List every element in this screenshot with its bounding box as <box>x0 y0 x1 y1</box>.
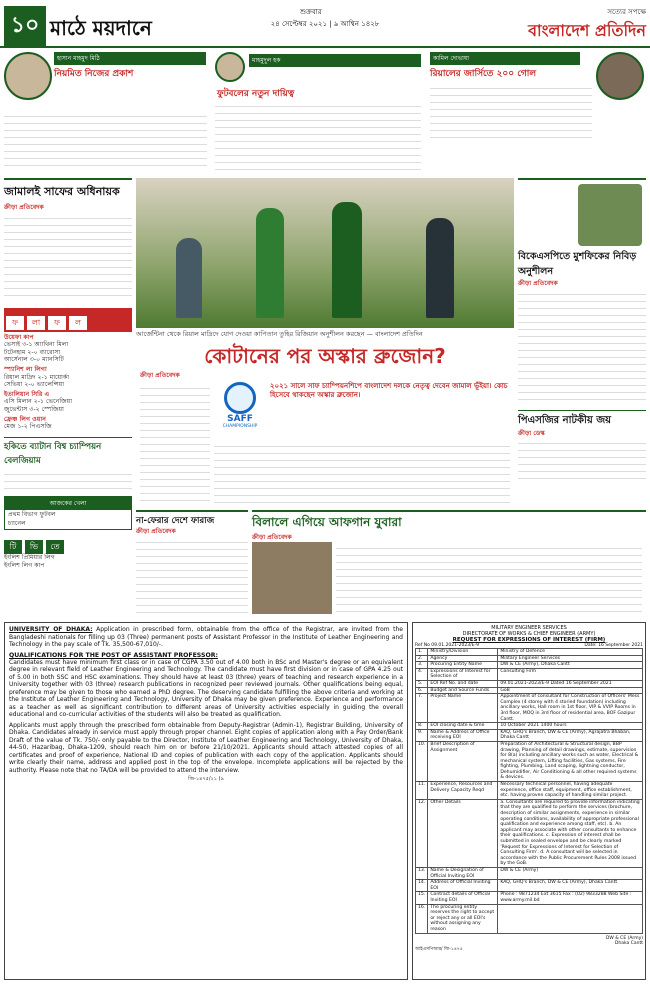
du-intro: Application in prescribed form, obtainable from the office of the Registrar, are invited from the Bangladeshi nationals for filling up 03 (Three) permanent posts of Assistant Professor in the Institute of Leather Engineering and Technology in the pay scale of Tk. 35,500-67,010/-. <box>9 626 403 648</box>
dateline: ২৪ সেপ্টেম্বর ২০২১ | ৯ আশ্বিন ১৪২৮ <box>270 20 380 28</box>
table-cell-v <box>498 904 643 933</box>
mes-org2: DIRECTORATE OF WORKS & CHIEF ENGINEER (ARMY) <box>462 631 596 637</box>
brand-name: বাংলাদেশ প্রতিদিন <box>528 21 646 40</box>
player-figure <box>426 218 454 318</box>
table-cell-v: DW & CE (Army), Dhaka Cantt <box>498 662 643 669</box>
table-cell-k: EOI closing date & time <box>428 723 498 730</box>
table-cell-v: KAQ, GHQ's Branch, DW & CE (Army), Dhaka Cantt <box>498 880 643 892</box>
player-figure <box>332 202 362 318</box>
bottom-story1-title: না-ফেরার দেশে ফারাজ <box>136 516 215 526</box>
right-story1-byline: ক্রীড়া প্রতিবেদক <box>518 280 558 287</box>
table-cell-k: Contract details of Official Inviting EOI <box>428 892 498 904</box>
table-row <box>416 662 643 669</box>
result-line: ভেসাই ৩-১ অ্যাথিনা মিলা <box>4 341 69 349</box>
table-cell-n: 10. <box>416 741 428 781</box>
mes-table <box>415 648 643 934</box>
columnist-headline: নিয়মিত নিজের প্রকাশ <box>54 69 134 79</box>
table-cell-k: Brief Description of Assignment <box>428 741 498 781</box>
mes-org1: MILITARY ENGINEER SERVICES <box>491 625 567 631</box>
table-row <box>416 668 643 680</box>
columnist-body <box>215 100 421 172</box>
mes-title: REQUEST FOR EXPRESSIONS OF INTEREST (FIRM) <box>452 637 606 643</box>
result-line: টটেনহাম ২-০ ব্যারোসা <box>4 348 61 356</box>
tv-item: ইংলিশ লিগ কাপ <box>4 561 45 569</box>
table-row <box>416 904 643 933</box>
table-cell-n: 3. <box>416 662 428 669</box>
table-cell-n: 6. <box>416 687 428 694</box>
table-cell-n: 13. <box>416 867 428 879</box>
mes-ref: Ref No 09.01.2021-2023/E-9 <box>415 643 479 648</box>
table-cell-k: Project Name <box>428 694 498 723</box>
table-cell-n: 8. <box>416 723 428 730</box>
player-figure <box>256 208 284 318</box>
table-cell-k: Experience, Resources and Delivery Capacity Reqd <box>428 782 498 800</box>
player-photo <box>578 184 642 246</box>
columnist-body <box>4 110 207 172</box>
table-cell-v: 10 October 2021 1400 hours <box>498 723 643 730</box>
table-cell-v: GoB <box>498 687 643 694</box>
result-line: আর্সেনাল ৩-০ ম্যানসিটি <box>4 356 64 364</box>
left-story-title: জামালই সাফের অধিনায়ক <box>4 185 120 198</box>
tv-box <box>4 496 132 530</box>
main-byline: ক্রীড়া প্রতিবেদক <box>140 372 180 379</box>
mes-sign1: DW & CE (Army) <box>605 935 643 941</box>
bottom-story1-byline: ক্রীড়া প্রতিবেদক <box>136 528 176 535</box>
table-cell-k: Other Details <box>428 799 498 867</box>
table-cell-k: Name & Address of Office receiving EOI <box>428 729 498 741</box>
page-header <box>0 0 650 48</box>
columnist-headline: রিয়ালের জার্সিতে ২০০ গোল <box>430 69 537 79</box>
du-qual-heading: QUALIFICATIONS FOR THE POST OF ASSISTANT PROFESSOR: <box>9 651 218 659</box>
bottom-story1-body <box>136 536 248 614</box>
table-cell-v: Ministry of Defence <box>498 649 643 656</box>
table-cell-k: Expressions of Interest for Selection of <box>428 668 498 680</box>
result-line: এসি মিলান ২-১ ভেনেজিয়া <box>4 398 73 406</box>
results-list <box>4 334 132 431</box>
saff-label: SAFF <box>227 414 253 424</box>
result-line: মেজ ১-২ পিএসজি <box>4 423 52 431</box>
table-cell-k: Address of Official Inviting EOI <box>428 880 498 892</box>
table-cell-n: 2. <box>416 655 428 662</box>
table-cell-v: Military Engineer Services <box>498 655 643 662</box>
table-cell-k: Agency <box>428 655 498 662</box>
tv-tab: টি <box>4 540 22 554</box>
avatar <box>596 52 644 100</box>
right-column <box>518 178 646 504</box>
columnist-3 <box>430 52 646 174</box>
result-line: রিয়াল মাদ্রিদ ২-১ মায়োর্কা <box>4 373 70 381</box>
cricket-photo <box>252 542 332 614</box>
columnist-1 <box>4 52 209 174</box>
columnist-name: কামিল দোভাষা <box>430 52 580 65</box>
main-photo <box>136 178 514 328</box>
left-story-byline: ক্রীড়া প্রতিবেদক <box>4 204 44 211</box>
tv-tabs <box>4 534 132 554</box>
tv-tab: ভি <box>25 540 43 554</box>
league-name: ইতালিয়ান সিরি এ <box>4 390 50 398</box>
table-cell-v: Preparation of Architectural & Structural design, BBP drawing, Planning of detail drawings, estimate, supervision for 8(a) including ancillary works such as water, Electrical & mechanical system, Lifting facilities, Gas systems, Fire fighting, Plumbing, Land scaping, lightning conductor, Dehumidifier, Air Conditioning & all other required systems & devices. <box>498 741 643 781</box>
avatar <box>4 52 52 100</box>
tv-line: চ্যানেল <box>8 520 26 528</box>
brand-sub: সত্যের সপক্ষে <box>607 8 646 16</box>
right-story2-body <box>518 437 646 481</box>
results-tab: ফ <box>6 316 24 330</box>
table-cell-v: a. Consultants are required to provide information indicating that they are qualified to perform the services (brochure, description of similar assignments, experience in similar operating conditions, availability of appropriate professional qualification and experience among staff, etc). b. An applicant may associate with other consultants to enhance their qualifications. c. Expression of interest shall be submitted in sealed envelope and be clearly marked 'Request for Expressions of Interest for Selection of Consulting Firm'. d. A consultant will be selected in accordance with the Public Procurement Rules 2008 issued by the GoB. <box>498 799 643 867</box>
tv-line: প্রথম বিভাগ ফুটবল <box>8 510 56 518</box>
bottom-story-2 <box>252 510 646 618</box>
bottom-story-1 <box>136 510 248 618</box>
left-mid-body <box>4 468 132 492</box>
league-name: স্প্যানিশ লা লিগা <box>4 365 47 373</box>
table-row <box>416 694 643 723</box>
table-row <box>416 655 643 662</box>
table-row <box>416 799 643 867</box>
right-story1-body <box>518 288 646 406</box>
tv-box-title: আজকের খেলা <box>5 497 131 510</box>
table-row <box>416 892 643 904</box>
columnist-body <box>430 82 592 142</box>
du-apply-text: Applicants must apply through the prescribed form obtainable from Deputy-Registrar (Admin-1), Registrar Building, University of Dhaka. Candidates already in service must apply through proper channel. Eight copies of application along with a Pay Order/Bank Draft of the value of Tk. 750/- only payable to the Director, Institute of Leather Engineering and Technology, University of Dhaka, 44-50, Hazaribag, Dhaka-1209, should reach him on or before 21/10/2021. Applicants should attach attested copies of all certificates and proof of experience, National ID and copies of publication with each copy of the application. Applicants should write clearly their name, address and applied post in the top of the envelope. Incomplete applications will be rejected by the authority. Please note that no TA/DA will be provided to attend the interview. <box>9 721 403 774</box>
header-rule <box>0 46 650 48</box>
table-row <box>416 729 643 741</box>
du-advertisement <box>4 622 408 980</box>
saff-logo <box>214 382 266 438</box>
du-heading: UNIVERSITY OF DHAKA: <box>9 626 93 633</box>
table-row <box>416 880 643 892</box>
table-cell-n: 11. <box>416 782 428 800</box>
table-row <box>416 687 643 694</box>
left-mid-title: হকিতে ব্যাটান বিশ্ব চ্যাম্পিয়ন বেলজিয়াম <box>4 437 132 468</box>
table-cell-k: Budget and Source Funds <box>428 687 498 694</box>
bottom-story2-title: বিলালে এগিয়ে আফগান যুবারা <box>252 515 402 529</box>
table-cell-v: Phone : 9871234 Ext 3615 Fax : (02) 9833288 Web Site : www.army.mil.bd <box>498 892 643 904</box>
table-row <box>416 741 643 781</box>
saff-intro: ২০২১ সালে সাফ চ্যাম্পিয়নশিপে বাংলাদেশ দলকে নেতৃত্ব দেবেন জামাল ভূঁইয়া। কোচ হিসেবে থাকছেন অস্কার ব্রুজোন। <box>270 382 508 399</box>
mes-sign2: Dhaka Cantt <box>614 940 643 946</box>
avatar <box>215 52 245 82</box>
columnist-2 <box>215 52 425 174</box>
league-name: উয়েফা কাপ <box>4 333 34 341</box>
table-cell-k: EOI Ref No. and date <box>428 680 498 687</box>
results-tab: ফ <box>48 316 66 330</box>
table-cell-n: 5. <box>416 680 428 687</box>
columnist-headline: ফুটবলের নতুন দায়িত্ব <box>217 89 295 99</box>
table-row <box>416 867 643 879</box>
table-cell-n: 12. <box>416 799 428 867</box>
table-cell-v: DW & CE (Army) <box>498 867 643 879</box>
du-footer: জি-১৪৭৫/২১ (৯ <box>188 776 224 782</box>
table-cell-k: Name & Designation of Official Inviting EOI <box>428 867 498 879</box>
table-cell-n: 14. <box>416 880 428 892</box>
mes-date: Date: 16 September 2021 <box>584 643 643 648</box>
saff-emblem <box>224 382 256 414</box>
table-cell-v: Appointment of consultant for Construction of Officers' Mess Complex (4 storey with 4 storied foundation) including ancillary works, Hall room in 1st floor, VIP & VVIP Rooms in 3rd floor, MOQ in 3rd floor of residential area, BOF Gazipur Cantt. <box>498 694 643 723</box>
columnist-name: হাসান মাহমুদ মিঠি <box>54 52 206 65</box>
right-story1-title: বিকেএসপিতে মুশফিকের নিবিড় অনুশীলন <box>518 251 637 277</box>
main-body-col1 <box>140 382 210 504</box>
saff-sub: CHAMPIONSHIP <box>222 424 258 429</box>
mes-advertisement <box>412 622 646 980</box>
table-cell-n: 16. <box>416 904 428 933</box>
table-cell-n: 9. <box>416 729 428 741</box>
table-cell-n: 7. <box>416 694 428 723</box>
du-qual-text: Candidates must have minimum first class or in case of CGPA 3.50 out of 4.00 both in BSc and Master's degree or an equivalent degree in relevant field of Leather Engineering and Technology. The candidate must have first division or in case of GPA 4.25 out of 5.00 in both SSC and HSC examinations. They should have at least 03 (three) years of teaching and research experience in a University together with 03 (three) research publications in recognized peer reviewed journals. Other qualifications being equal, preference may be given to those who earned a PhD degree. The deserving candidate fulfilling the above criteria and working at the Institute of Leather Engineering and Technology, University of Dhaka may be given preference. Experience and performance as a teacher as well as significant contribution to different areas of University activities especially in guiding the overall educational and co-curricular activities of the students will also be treated as qualification. <box>9 658 403 718</box>
table-row <box>416 723 643 730</box>
result-line: সেভিয়া ২-০ ভ্যালেন্সিয়া <box>4 381 65 389</box>
table-cell-n: 1. <box>416 649 428 656</box>
table-cell-k: The procuring entity reserves the right to accept or reject any or all EOI's without assigning any reason <box>428 904 498 933</box>
table-row <box>416 649 643 656</box>
section-number: ১০ <box>4 6 46 46</box>
photo-caption: আর্জেন্টিনা থেকে রিয়াল মাদ্রিদে যোগ দেওয়া কাপিতান তুহির রিজিয়ান অনুশীলন করছেন — বাংলাদেশ প্রতিদিন <box>136 330 423 338</box>
results-bar <box>4 308 132 332</box>
bottom-story2-byline: ক্রীড়া প্রতিবেদক <box>252 534 292 541</box>
result-line: জুভেন্টাস ৩-২ স্পেজিয়া <box>4 405 64 413</box>
results-tab: ল <box>69 316 87 330</box>
results-tab: লা <box>27 316 45 330</box>
right-story2-byline: ক্রীড়া ডেস্ক <box>518 429 545 437</box>
tv-tab: তে <box>46 540 64 554</box>
table-cell-v: Consulting Firm <box>498 668 643 680</box>
left-story-body <box>4 212 132 302</box>
columnist-name: মাহমুদুল হক <box>249 54 421 67</box>
table-cell-k: Procuring Entity Name <box>428 662 498 669</box>
brand-logo <box>528 6 646 40</box>
table-cell-n: 15. <box>416 892 428 904</box>
tv-item: ইংলিশ প্রিমিয়ার লিগ <box>4 553 55 561</box>
mes-footer: আইএসপিআর/ জি-১৪৭৫ <box>415 946 463 952</box>
player-figure <box>176 238 202 318</box>
league-name: ফ্রেঞ্চ লিগ ওয়ান <box>4 415 46 423</box>
section-title: মাঠে ময়দানে <box>50 16 152 40</box>
table-row <box>416 782 643 800</box>
left-column <box>4 178 132 618</box>
bottom-story2-body <box>336 542 642 614</box>
table-cell-n: 4. <box>416 668 428 680</box>
day: শুক্রবার <box>300 8 322 16</box>
table-cell-v: Necessary technical personnel, having adequate experience, office staff, equipment, office establishment, etc. having proven capacity of handling similar project. <box>498 782 643 800</box>
main-headline: কোটানের পর অস্কার ব্রুজোন? <box>204 344 446 368</box>
table-cell-k: Ministry/Division <box>428 649 498 656</box>
table-cell-v: KAQ, GHQ's Branch, DW & CE (Army), Agrajatra Bhaban, Dhaka Cantt <box>498 729 643 741</box>
main-body-cols <box>214 440 510 504</box>
right-story2-title: পিএসজির নাটকীয় জয় <box>518 410 646 430</box>
table-cell-v: 09.01.2021-2023/E-9 Dated 16 September 2021 <box>498 680 643 687</box>
table-row <box>416 680 643 687</box>
